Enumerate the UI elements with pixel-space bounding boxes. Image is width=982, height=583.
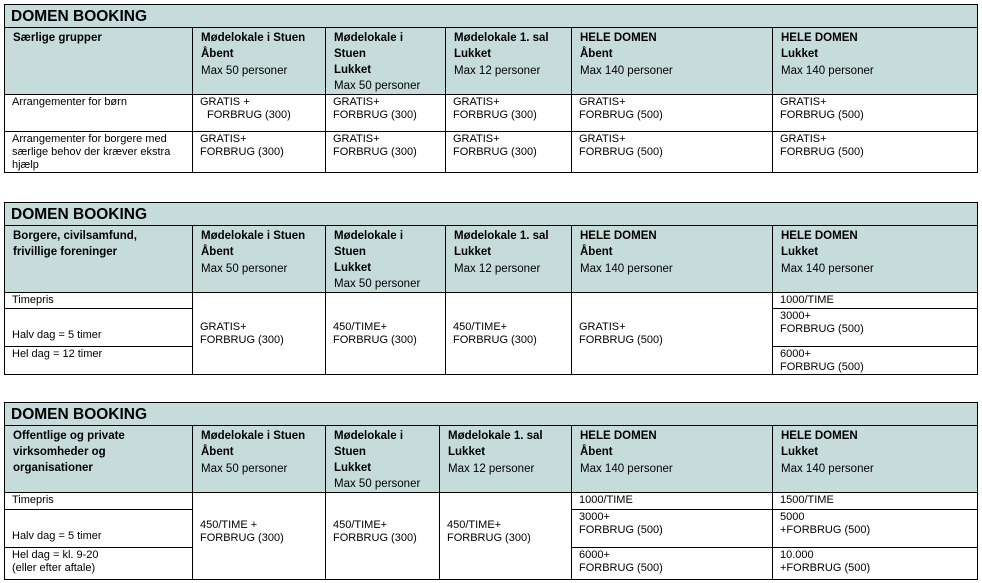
price-cell: GRATIS+ FORBRUG (300)	[326, 95, 446, 132]
row-label: Hel dag = 12 timer	[5, 347, 193, 375]
group-header: Særlige grupper	[5, 28, 193, 95]
table-row	[5, 132, 978, 173]
column-header: Mødelokale i Stuen Åbent Max 50 personer	[193, 226, 326, 293]
row-label: Arrangementer for børn	[5, 95, 193, 132]
group-header: Offentlige og private virksomheder og organisationer	[5, 426, 193, 493]
price-cell: GRATIS + FORBRUG (300)	[193, 95, 326, 132]
price-cell: 450/TIME+ FORBRUG (300)	[440, 493, 572, 580]
price-cell: GRATIS+ FORBRUG (500)	[572, 293, 773, 375]
row-label: Hel dag = kl. 9-20 (eller efter aftale)	[5, 548, 193, 580]
column-header: Mødelokale 1. sal Lukket Max 12 personer	[446, 226, 572, 293]
column-header: HELE DOMEN Åbent Max 140 personer	[572, 28, 773, 95]
price-cell: GRATIS+ FORBRUG (500)	[773, 132, 978, 173]
table-title: DOMEN BOOKING	[5, 203, 978, 226]
row-label: Halv dag = 5 timer	[5, 309, 193, 347]
table-row	[5, 493, 978, 510]
price-cell: 3000+ FORBRUG (500)	[773, 309, 978, 347]
column-header: Mødelokale i Stuen Åbent Max 50 personer	[193, 426, 326, 493]
row-label: Halv dag = 5 timer	[5, 510, 193, 548]
price-cell: GRATIS+ FORBRUG (300)	[446, 132, 572, 173]
column-header: Mødelokale i Stuen Åbent Max 50 personer	[193, 28, 326, 95]
price-cell: 10.000 +FORBRUG (500)	[773, 548, 978, 580]
price-cell: 450/TIME + FORBRUG (300)	[193, 493, 326, 580]
price-cell: GRATIS+ FORBRUG (500)	[572, 132, 773, 173]
booking-table-special-groups	[4, 4, 978, 173]
column-header: Mødelokale i Stuen Lukket Max 50 personer	[326, 226, 446, 293]
column-header: Mødelokale 1. sal Lukket Max 12 personer	[440, 426, 572, 493]
price-cell: 6000+ FORBRUG (500)	[572, 548, 773, 580]
price-cell: 450/TIME+ FORBRUG (300)	[446, 293, 572, 375]
column-header: HELE DOMEN Lukket Max 140 personer	[773, 426, 978, 493]
price-cell: GRATIS+ FORBRUG (300)	[193, 293, 326, 375]
column-header: Mødelokale i Stuen Lukket Max 50 personer	[326, 28, 446, 95]
column-header: HELE DOMEN Lukket Max 140 personer	[773, 28, 978, 95]
booking-table-citizens	[4, 202, 978, 375]
table-title: DOMEN BOOKING	[5, 403, 978, 426]
price-cell: 1000/TIME	[773, 293, 978, 309]
group-header: Borgere, civilsamfund, frivillige foreninger	[5, 226, 193, 293]
column-header: HELE DOMEN Åbent Max 140 personer	[572, 426, 773, 493]
price-cell: GRATIS+ FORBRUG (300)	[193, 132, 326, 173]
price-cell: GRATIS+ FORBRUG (300)	[326, 132, 446, 173]
price-cell: 450/TIME+ FORBRUG (300)	[326, 293, 446, 375]
price-cell: GRATIS+ FORBRUG (300)	[446, 95, 572, 132]
price-cell: GRATIS+ FORBRUG (500)	[572, 95, 773, 132]
price-cell: 1500/TIME	[773, 493, 978, 510]
price-cell: 450/TIME+ FORBRUG (300)	[326, 493, 440, 580]
row-label: Timepris	[5, 493, 193, 510]
column-header: Mødelokale 1. sal Lukket Max 12 personer	[446, 28, 572, 95]
column-header: HELE DOMEN Åbent Max 140 personer	[572, 226, 773, 293]
price-cell: 6000+ FORBRUG (500)	[773, 347, 978, 375]
booking-table-organisations	[4, 402, 978, 580]
column-header: HELE DOMEN Lukket Max 140 personer	[773, 226, 978, 293]
price-cell: GRATIS+ FORBRUG (500)	[773, 95, 978, 132]
column-header: Mødelokale i Stuen Lukket Max 50 personer	[326, 426, 440, 493]
price-cell: 5000 +FORBRUG (500)	[773, 510, 978, 548]
table-row	[5, 95, 978, 132]
row-label: Timepris	[5, 293, 193, 309]
row-label: Arrangementer for borgere med særlige behov der kræver ekstra hjælp	[5, 132, 193, 173]
price-cell: 1000/TIME	[572, 493, 773, 510]
table-title: DOMEN BOOKING	[5, 5, 978, 28]
table-row	[5, 293, 978, 309]
price-cell: 3000+ FORBRUG (500)	[572, 510, 773, 548]
